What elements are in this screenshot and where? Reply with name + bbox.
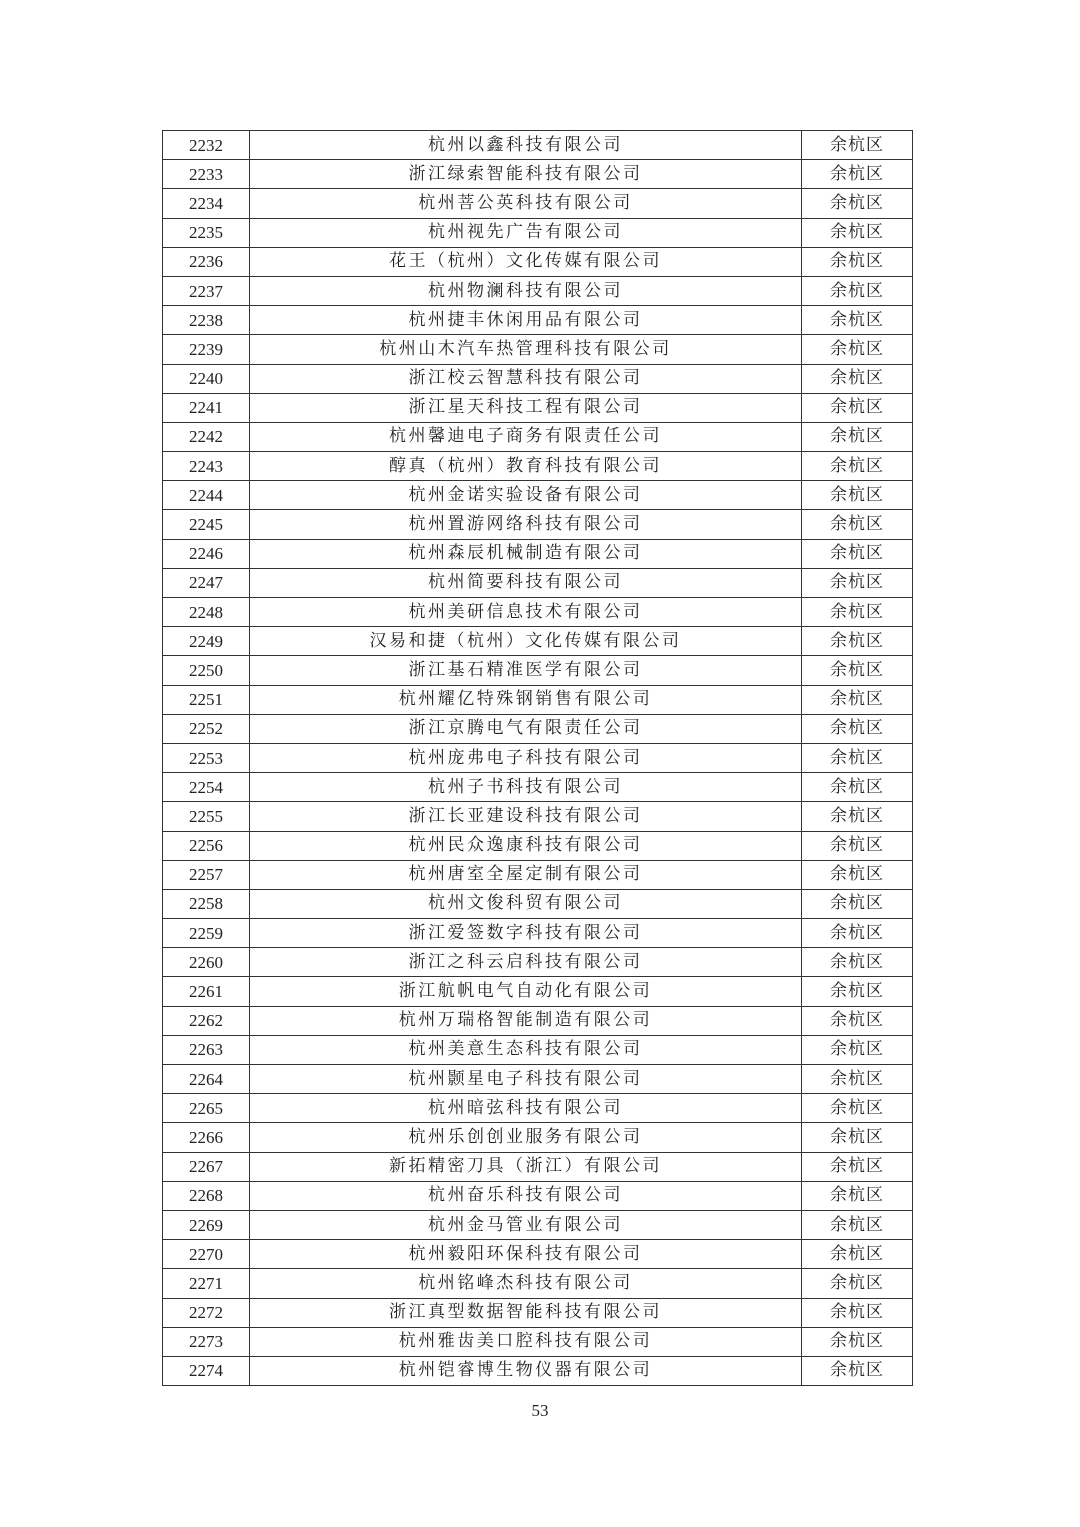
company-name-cell: 杭州视先广告有限公司 xyxy=(250,218,802,247)
table-row xyxy=(163,714,913,743)
company-name-cell: 杭州民众逸康科技有限公司 xyxy=(250,831,802,860)
district-cell: 余杭区 xyxy=(802,919,913,948)
table-row xyxy=(163,831,913,860)
district-cell: 余杭区 xyxy=(802,831,913,860)
company-name-cell: 杭州文俊科贸有限公司 xyxy=(250,889,802,918)
company-name-cell: 浙江爱签数字科技有限公司 xyxy=(250,919,802,948)
company-name-cell: 杭州万瑞格智能制造有限公司 xyxy=(250,1006,802,1035)
company-name-cell: 浙江星天科技工程有限公司 xyxy=(250,393,802,422)
serial-number-cell: 2237 xyxy=(163,276,250,305)
serial-number-cell: 2247 xyxy=(163,568,250,597)
serial-number-cell: 2274 xyxy=(163,1356,250,1385)
district-cell: 余杭区 xyxy=(802,714,913,743)
company-name-cell: 杭州耀亿特殊钢销售有限公司 xyxy=(250,685,802,714)
district-cell: 余杭区 xyxy=(802,364,913,393)
company-name-cell: 杭州简要科技有限公司 xyxy=(250,568,802,597)
table-row xyxy=(163,452,913,481)
serial-number-cell: 2241 xyxy=(163,393,250,422)
serial-number-cell: 2242 xyxy=(163,422,250,451)
company-name-cell: 浙江京腾电气有限责任公司 xyxy=(250,714,802,743)
company-name-cell: 浙江长亚建设科技有限公司 xyxy=(250,802,802,831)
serial-number-cell: 2250 xyxy=(163,656,250,685)
district-cell: 余杭区 xyxy=(802,481,913,510)
serial-number-cell: 2260 xyxy=(163,948,250,977)
district-cell: 余杭区 xyxy=(802,1356,913,1385)
district-cell: 余杭区 xyxy=(802,1094,913,1123)
table-row xyxy=(163,743,913,772)
district-cell: 余杭区 xyxy=(802,306,913,335)
serial-number-cell: 2265 xyxy=(163,1094,250,1123)
company-name-cell: 杭州雅齿美口腔科技有限公司 xyxy=(250,1327,802,1356)
serial-number-cell: 2272 xyxy=(163,1298,250,1327)
serial-number-cell: 2249 xyxy=(163,627,250,656)
serial-number-cell: 2238 xyxy=(163,306,250,335)
company-name-cell: 浙江真型数据智能科技有限公司 xyxy=(250,1298,802,1327)
serial-number-cell: 2267 xyxy=(163,1152,250,1181)
district-cell: 余杭区 xyxy=(802,1298,913,1327)
district-cell: 余杭区 xyxy=(802,247,913,276)
company-name-cell: 浙江绿索智能科技有限公司 xyxy=(250,160,802,189)
company-name-cell: 杭州以鑫科技有限公司 xyxy=(250,131,802,160)
table-row xyxy=(163,160,913,189)
serial-number-cell: 2266 xyxy=(163,1123,250,1152)
table-row xyxy=(163,247,913,276)
table-row xyxy=(163,1181,913,1210)
district-cell: 余杭区 xyxy=(802,335,913,364)
company-name-cell: 杭州捷丰休闲用品有限公司 xyxy=(250,306,802,335)
serial-number-cell: 2270 xyxy=(163,1240,250,1269)
district-cell: 余杭区 xyxy=(802,393,913,422)
table-row xyxy=(163,1006,913,1035)
company-name-cell: 杭州颢星电子科技有限公司 xyxy=(250,1065,802,1094)
district-cell: 余杭区 xyxy=(802,452,913,481)
company-name-cell: 花王（杭州）文化传媒有限公司 xyxy=(250,247,802,276)
company-name-cell: 杭州子书科技有限公司 xyxy=(250,773,802,802)
company-name-cell: 杭州菩公英科技有限公司 xyxy=(250,189,802,218)
district-cell: 余杭区 xyxy=(802,276,913,305)
district-cell: 余杭区 xyxy=(802,189,913,218)
district-cell: 余杭区 xyxy=(802,977,913,1006)
district-cell: 余杭区 xyxy=(802,131,913,160)
company-name-cell: 杭州金诺实验设备有限公司 xyxy=(250,481,802,510)
company-name-cell: 浙江基石精准医学有限公司 xyxy=(250,656,802,685)
table-row xyxy=(163,1094,913,1123)
district-cell: 余杭区 xyxy=(802,1269,913,1298)
serial-number-cell: 2268 xyxy=(163,1181,250,1210)
serial-number-cell: 2251 xyxy=(163,685,250,714)
table-row xyxy=(163,1210,913,1239)
company-name-cell: 杭州置游网络科技有限公司 xyxy=(250,510,802,539)
table-row xyxy=(163,364,913,393)
district-cell: 余杭区 xyxy=(802,510,913,539)
table-row xyxy=(163,598,913,627)
company-name-cell: 杭州暗弦科技有限公司 xyxy=(250,1094,802,1123)
district-cell: 余杭区 xyxy=(802,889,913,918)
serial-number-cell: 2243 xyxy=(163,452,250,481)
district-cell: 余杭区 xyxy=(802,743,913,772)
table-row xyxy=(163,1298,913,1327)
company-name-cell: 汉易和捷（杭州）文化传媒有限公司 xyxy=(250,627,802,656)
page-number: 53 xyxy=(531,1401,549,1420)
serial-number-cell: 2248 xyxy=(163,598,250,627)
district-cell: 余杭区 xyxy=(802,1240,913,1269)
serial-number-cell: 2258 xyxy=(163,889,250,918)
company-name-cell: 杭州馨迪电子商务有限责任公司 xyxy=(250,422,802,451)
table-row xyxy=(163,539,913,568)
serial-number-cell: 2269 xyxy=(163,1210,250,1239)
table-row xyxy=(163,1269,913,1298)
district-cell: 余杭区 xyxy=(802,1006,913,1035)
district-cell: 余杭区 xyxy=(802,598,913,627)
serial-number-cell: 2246 xyxy=(163,539,250,568)
district-cell: 余杭区 xyxy=(802,860,913,889)
serial-number-cell: 2263 xyxy=(163,1035,250,1064)
table-row xyxy=(163,568,913,597)
table-row xyxy=(163,1123,913,1152)
table-row xyxy=(163,919,913,948)
district-cell: 余杭区 xyxy=(802,218,913,247)
table-row xyxy=(163,1152,913,1181)
serial-number-cell: 2264 xyxy=(163,1065,250,1094)
district-cell: 余杭区 xyxy=(802,539,913,568)
district-cell: 余杭区 xyxy=(802,685,913,714)
serial-number-cell: 2256 xyxy=(163,831,250,860)
company-name-cell: 杭州物澜科技有限公司 xyxy=(250,276,802,305)
serial-number-cell: 2232 xyxy=(163,131,250,160)
district-cell: 余杭区 xyxy=(802,656,913,685)
table-row xyxy=(163,773,913,802)
district-cell: 余杭区 xyxy=(802,568,913,597)
serial-number-cell: 2239 xyxy=(163,335,250,364)
serial-number-cell: 2255 xyxy=(163,802,250,831)
company-name-cell: 杭州美研信息技术有限公司 xyxy=(250,598,802,627)
serial-number-cell: 2253 xyxy=(163,743,250,772)
company-name-cell: 杭州庞弗电子科技有限公司 xyxy=(250,743,802,772)
table-row xyxy=(163,422,913,451)
company-name-cell: 杭州森辰机械制造有限公司 xyxy=(250,539,802,568)
company-name-cell: 杭州金马管业有限公司 xyxy=(250,1210,802,1239)
serial-number-cell: 2252 xyxy=(163,714,250,743)
serial-number-cell: 2234 xyxy=(163,189,250,218)
district-cell: 余杭区 xyxy=(802,1123,913,1152)
table-row xyxy=(163,276,913,305)
table-row xyxy=(163,948,913,977)
table-row xyxy=(163,1240,913,1269)
district-cell: 余杭区 xyxy=(802,1327,913,1356)
table-row xyxy=(163,481,913,510)
district-cell: 余杭区 xyxy=(802,1035,913,1064)
district-cell: 余杭区 xyxy=(802,773,913,802)
serial-number-cell: 2257 xyxy=(163,860,250,889)
serial-number-cell: 2273 xyxy=(163,1327,250,1356)
serial-number-cell: 2240 xyxy=(163,364,250,393)
company-name-cell: 杭州毅阳环保科技有限公司 xyxy=(250,1240,802,1269)
table-row xyxy=(163,1356,913,1385)
table-row xyxy=(163,393,913,422)
serial-number-cell: 2261 xyxy=(163,977,250,1006)
serial-number-cell: 2262 xyxy=(163,1006,250,1035)
table-body xyxy=(163,131,913,1386)
company-name-cell: 杭州铠睿博生物仪器有限公司 xyxy=(250,1356,802,1385)
table-row xyxy=(163,656,913,685)
district-cell: 余杭区 xyxy=(802,1152,913,1181)
table-row xyxy=(163,977,913,1006)
table-row xyxy=(163,627,913,656)
company-name-cell: 杭州铭峰杰科技有限公司 xyxy=(250,1269,802,1298)
company-name-cell: 杭州唐室全屋定制有限公司 xyxy=(250,860,802,889)
company-name-cell: 浙江航帆电气自动化有限公司 xyxy=(250,977,802,1006)
company-name-cell: 新拓精密刀具（浙江）有限公司 xyxy=(250,1152,802,1181)
table-row xyxy=(163,889,913,918)
serial-number-cell: 2233 xyxy=(163,160,250,189)
district-cell: 余杭区 xyxy=(802,1181,913,1210)
table-row xyxy=(163,335,913,364)
district-cell: 余杭区 xyxy=(802,948,913,977)
company-name-cell: 杭州奋乐科技有限公司 xyxy=(250,1181,802,1210)
table-row xyxy=(163,860,913,889)
table-row xyxy=(163,131,913,160)
company-name-cell: 浙江之科云启科技有限公司 xyxy=(250,948,802,977)
district-cell: 余杭区 xyxy=(802,627,913,656)
district-cell: 余杭区 xyxy=(802,802,913,831)
serial-number-cell: 2236 xyxy=(163,247,250,276)
table-row xyxy=(163,218,913,247)
company-list-table xyxy=(162,130,913,1386)
company-name-cell: 杭州山木汽车热管理科技有限公司 xyxy=(250,335,802,364)
table-row xyxy=(163,1035,913,1064)
company-name-cell: 杭州美意生态科技有限公司 xyxy=(250,1035,802,1064)
district-cell: 余杭区 xyxy=(802,1210,913,1239)
table-row xyxy=(163,306,913,335)
table-row xyxy=(163,189,913,218)
table-row xyxy=(163,685,913,714)
table-row xyxy=(163,1065,913,1094)
serial-number-cell: 2271 xyxy=(163,1269,250,1298)
table-row xyxy=(163,510,913,539)
district-cell: 余杭区 xyxy=(802,160,913,189)
table-row xyxy=(163,802,913,831)
district-cell: 余杭区 xyxy=(802,1065,913,1094)
serial-number-cell: 2244 xyxy=(163,481,250,510)
serial-number-cell: 2259 xyxy=(163,919,250,948)
serial-number-cell: 2235 xyxy=(163,218,250,247)
table-row xyxy=(163,1327,913,1356)
company-name-cell: 浙江校云智慧科技有限公司 xyxy=(250,364,802,393)
serial-number-cell: 2245 xyxy=(163,510,250,539)
district-cell: 余杭区 xyxy=(802,422,913,451)
company-name-cell: 杭州乐创创业服务有限公司 xyxy=(250,1123,802,1152)
serial-number-cell: 2254 xyxy=(163,773,250,802)
company-name-cell: 醇真（杭州）教育科技有限公司 xyxy=(250,452,802,481)
